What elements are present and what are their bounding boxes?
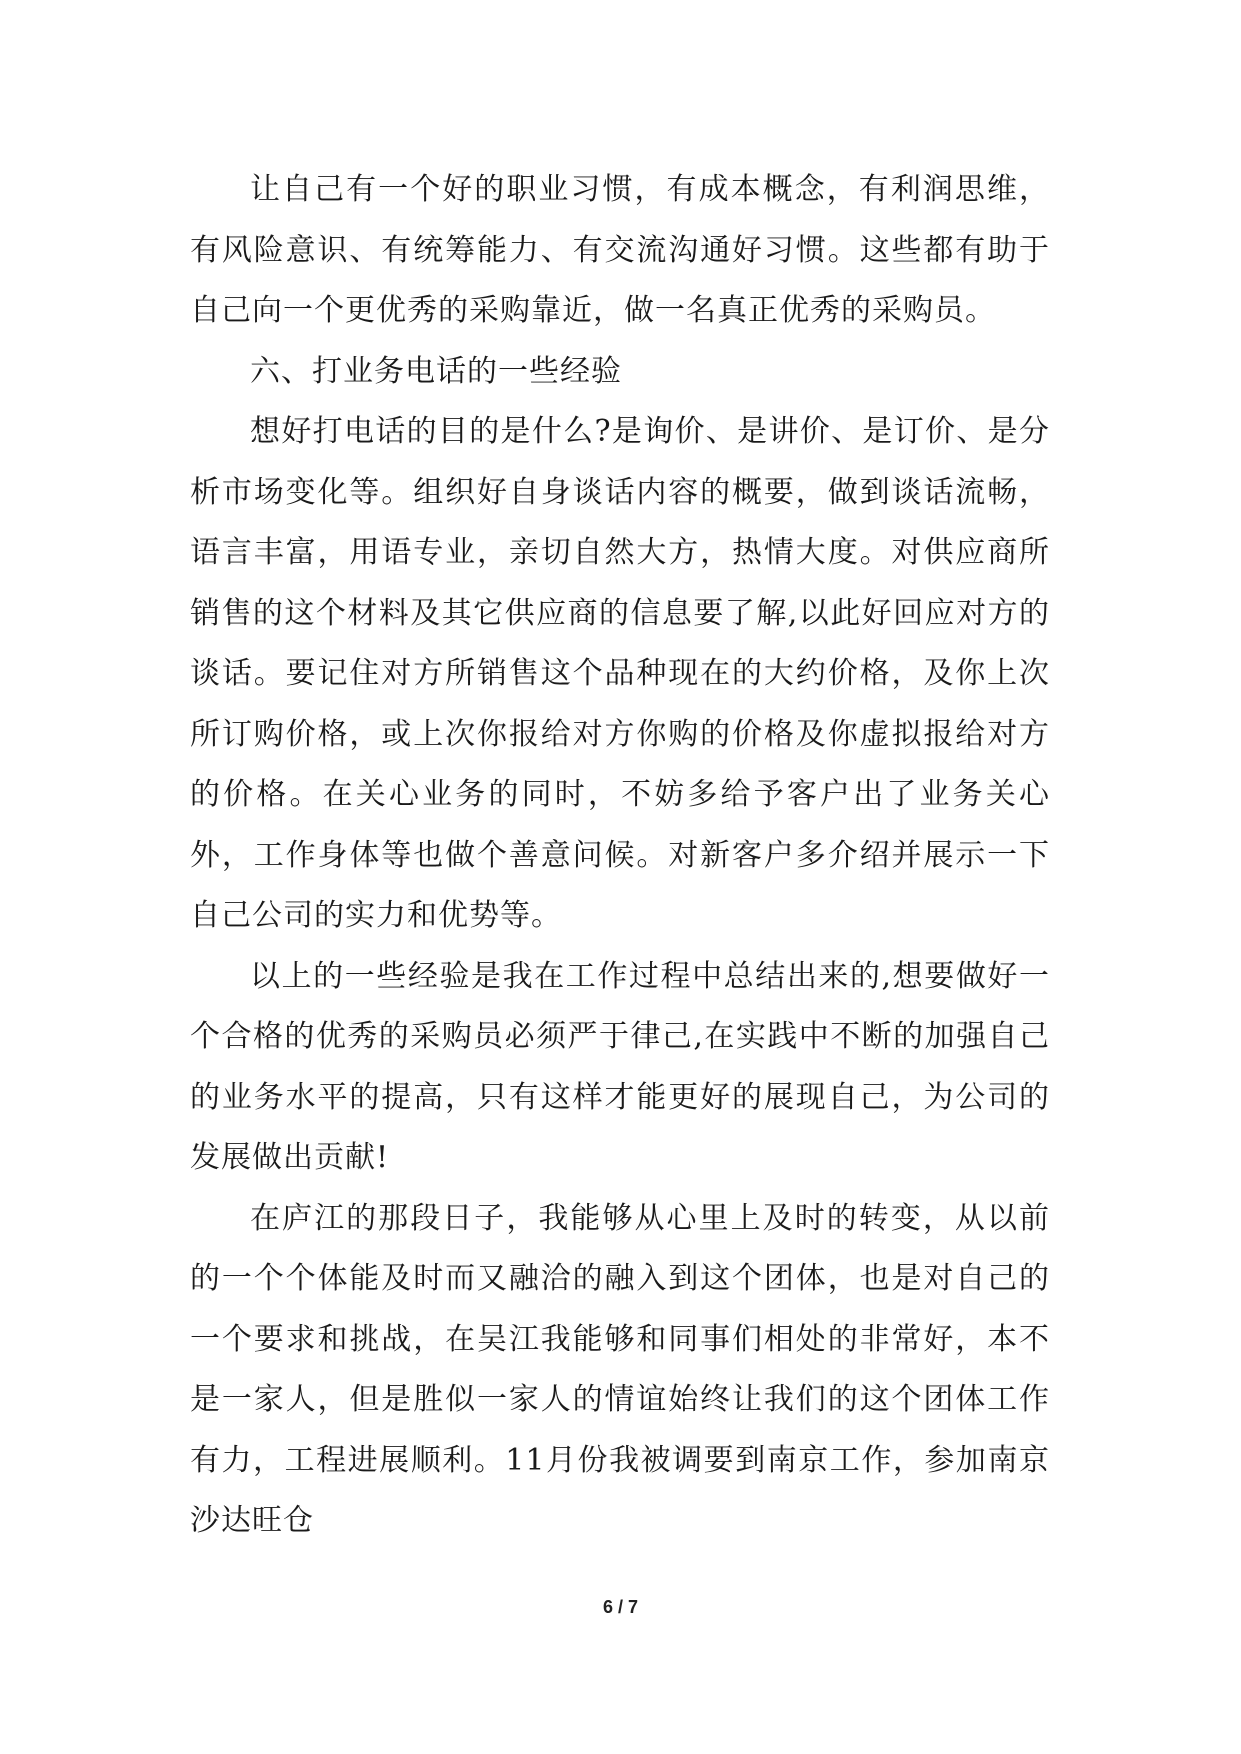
paragraph-lujiang-experience: 在庐江的那段日子，我能够从心里上及时的转变，从以前的一个个体能及时而又融洽的融入到这个团体，也是对自己的一个要求和挑战，在吴江我能够和同事们相处的非常好，本不是一家人，但是胜似一家人的情谊始终让我们的这个团体工作有力，工程进展顺利。11月份我被调要到南京工作，参加南京沙达旺仓: [190, 1200, 1050, 1538]
page-number: 6 / 7: [602, 1597, 639, 1617]
paragraph-phone-tips: 想好打电话的目的是什么?是询价、是讲价、是订价、是分析市场变化等。组织好自身谈话内容的概要，做到谈话流畅，语言丰富，用语专业，亲切自然大方，热情大度。对供应商所销售的这个材料及其它供应商的信息要了解,以此好回应对方的谈话。要记住对方所销售这个品种现在的大约价格，及你上次所订购价格，或上次你报给对方你购的价格及你虚拟报给对方的价格。在关心业务的同时，不妨多给予客户出了业务关心外，工作身体等也做个善意问候。对新客户多介绍并展示一下自己公司的实力和优势等。: [190, 414, 1050, 933]
paragraph-procurement-habits: 让自己有一个好的职业习惯，有成本概念，有利润思维，有风险意识、有统筹能力、有交流沟通好习惯。这些都有助于自己向一个更优秀的采购靠近，做一名真正优秀的采购员。: [190, 172, 1050, 328]
paragraph-summary: 以上的一些经验是我在工作过程中总结出来的,想要做好一个合格的优秀的采购员必须严于律己,在实践中不断的加强自己的业务水平的提高，只有这样才能更好的展现自己，为公司的发展做出贡献!: [190, 958, 1050, 1175]
section-heading-phone-experience: 六、打业务电话的一些经验: [250, 353, 622, 389]
document-body: [190, 160, 1050, 1552]
